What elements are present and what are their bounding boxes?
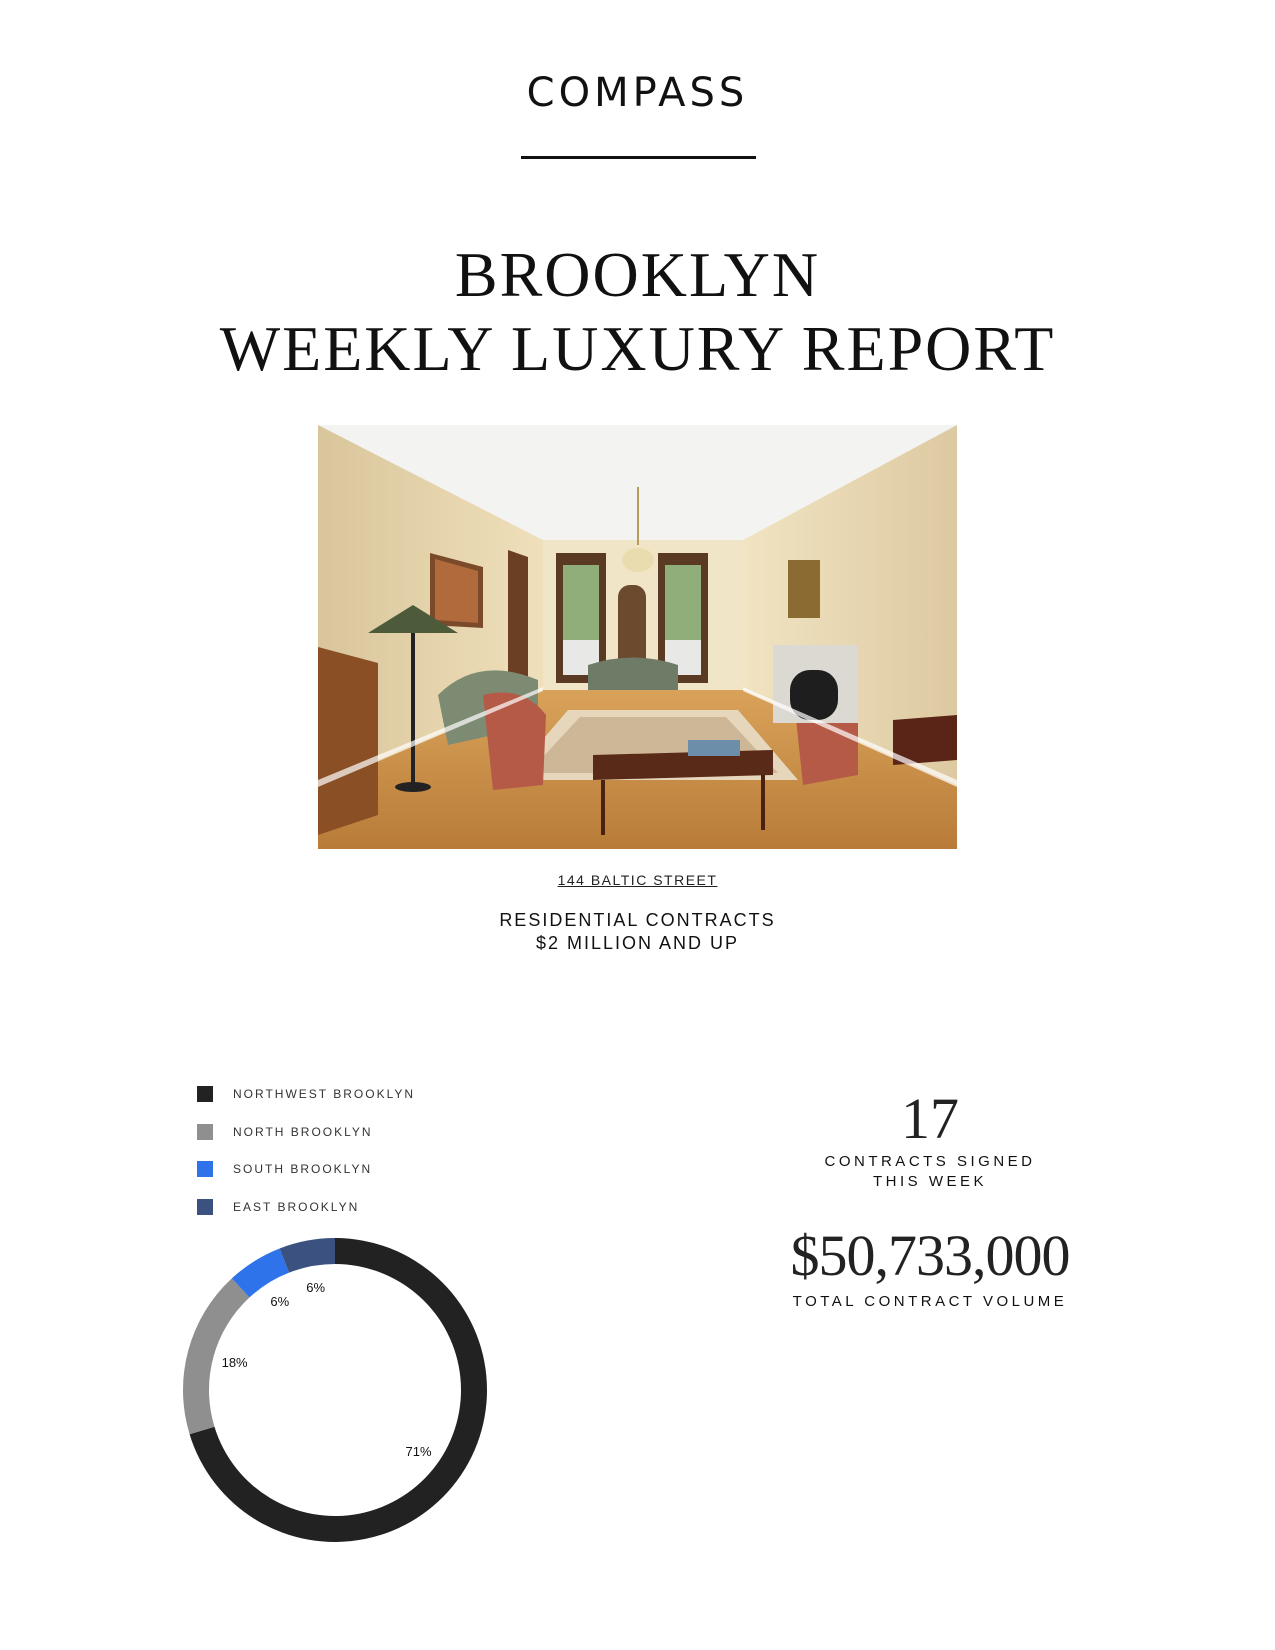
total-volume-value: $50,733,000 (790, 1223, 1070, 1288)
report-title-line1: BROOKLYN (454, 239, 821, 310)
donut-label-2: 6% (270, 1293, 290, 1309)
property-photo (318, 425, 957, 849)
compass-logo: COMPASS (526, 70, 749, 116)
legend-swatch (197, 1086, 213, 1102)
legend-label: EAST BROOKLYN (233, 1200, 360, 1214)
legend-label: SOUTH BROOKLYN (233, 1162, 373, 1176)
living-room-illustration (318, 425, 957, 849)
header-divider (521, 156, 756, 159)
report-title-line2: WEEKLY LUXURY REPORT (219, 313, 1056, 384)
contracts-count: 17 (901, 1086, 959, 1151)
subtitle-line1: RESIDENTIAL CONTRACTS (499, 910, 776, 930)
legend-label: NORTH BROOKLYN (233, 1125, 373, 1139)
donut-slice-3 (280, 1238, 335, 1273)
legend-swatch (197, 1199, 213, 1215)
donut-label-0: 71% (405, 1443, 432, 1459)
photo-caption-link[interactable]: 144 BALTIC STREET (557, 872, 718, 888)
donut-chart (170, 1225, 500, 1555)
subtitle-line2: $2 MILLION AND UP (535, 933, 740, 953)
total-volume-label: TOTAL CONTRACT VOLUME (792, 1293, 1068, 1310)
legend-label: NORTHWEST BROOKLYN (233, 1087, 416, 1101)
donut-label-3: 6% (306, 1279, 326, 1295)
donut-label-1: 18% (221, 1354, 248, 1370)
legend-swatch (197, 1161, 213, 1177)
contracts-label-line1: CONTRACTS SIGNED (824, 1153, 1036, 1170)
contracts-label-line2: THIS WEEK (872, 1173, 987, 1190)
legend-swatch (197, 1124, 213, 1140)
